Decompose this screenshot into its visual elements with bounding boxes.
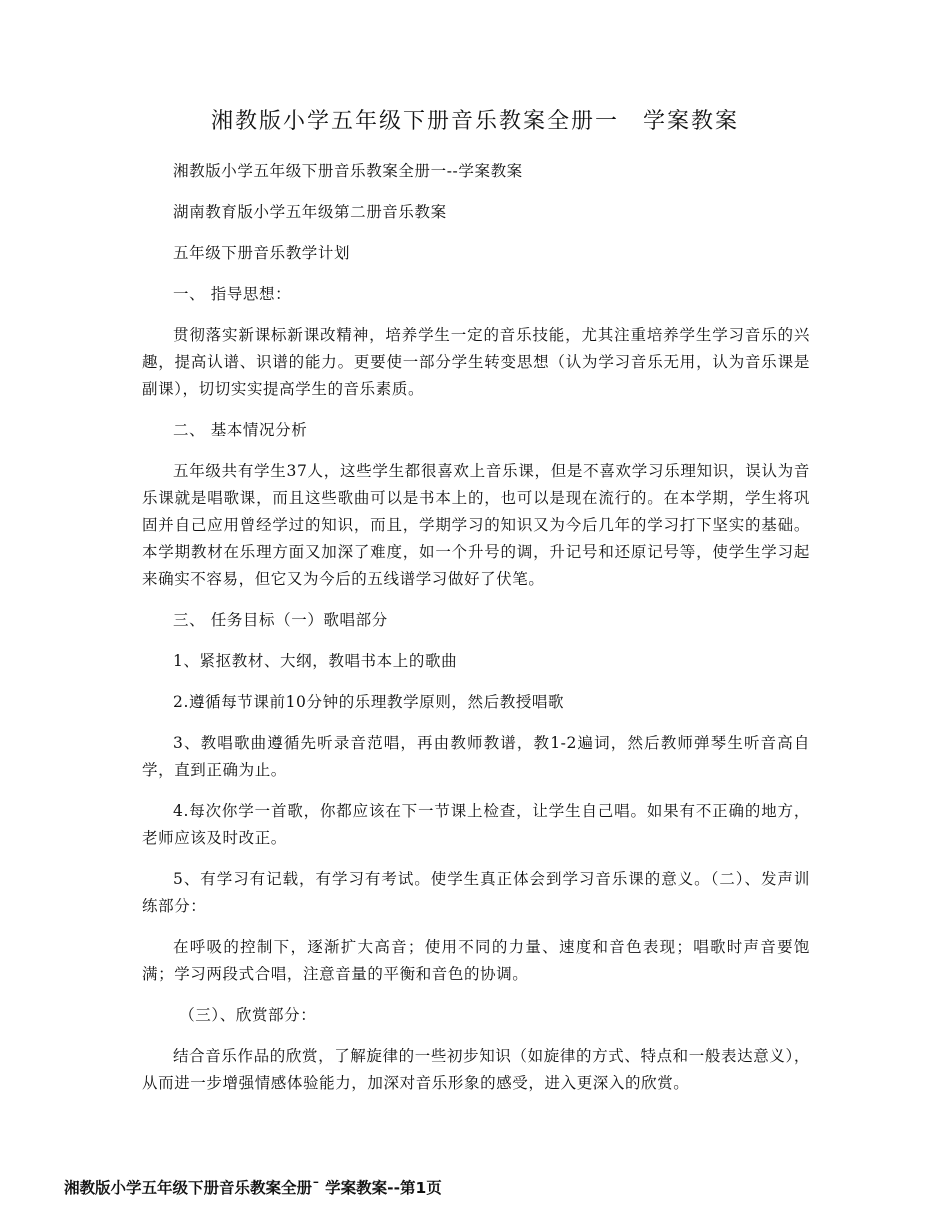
section-heading-guiding-thought: 一、 指导思想：	[173, 285, 292, 303]
goal-item-2: 2.遵循每节课前10分钟的乐理教学原则，然后教授唱歌	[173, 693, 565, 711]
paragraph-vocal-training: 在呼吸的控制下，逐渐扩大高音；使用不同的力量、速度和音色表现；唱歌时声音要饱满；学习两段式合唱，注意音量的平衡和音色的协调。	[142, 938, 810, 983]
page-footer: 湘教版小学五年级下册音乐教案全册¯ 学案教案--第1页	[64, 1179, 442, 1197]
paragraph-appreciation: 结合音乐作品的欣赏，了解旋律的一些初步知识（如旋律的方式、特点和一般表达意义），从而进一步增强情感体验能力，加深对音乐形象的感受，进入更深入的欣赏。	[142, 1047, 810, 1092]
paragraph-situation-analysis: 五年级共有学生37人，这些学生都很喜欢上音乐课，但是不喜欢学习乐理知识，误认为音乐课就是唱歌课，而且这些歌曲可以是书本上的，也可以是现在流行的。在本学期，学生将巩固并自己应用曾经学过的知识，而且，学期学习的知识又为今后几年的学习打下坚实的基础。本学期教材在乐理方面又加深了难度，如一个升号的调，升记号和还原记号等，使学生学习起来确实不容易，但它又为今后的五线谱学习做好了伏笔。	[142, 462, 810, 588]
document-body	[142, 158, 810, 1111]
section-heading-situation-analysis: 二、 基本情况分析	[173, 421, 308, 439]
section-heading-task-goals: 三、 任务目标（一）歌唱部分	[173, 611, 388, 629]
document-title: 湘教版小学五年级下册音乐教案全册一 学案教案	[210, 109, 739, 134]
goal-item-5: 5、有学习有记载，有学习有考试。使学生真正体会到学习音乐课的意义。（二）、发声训练部分：	[142, 870, 810, 915]
subtitle-line: 湘教版小学五年级下册音乐教案全册一--学案教案	[173, 162, 523, 180]
goal-item-4: 4.每次你学一首歌，你都应该在下一节课上检查，让学生自己唱。如果有不正确的地方，老师应该及时改正。	[142, 802, 810, 847]
publisher-line: 湖南教育版小学五年级第二册音乐教案	[173, 203, 447, 221]
section-heading-appreciation: （三）、欣赏部分：	[179, 1006, 317, 1024]
goal-item-1: 1、紧抠教材、大纲，教唱书本上的歌曲	[173, 652, 458, 670]
goal-item-3: 3、教唱歌曲遵循先听录音范唱，再由教师教谱，教1-2遍词，然后教师弹琴生听音高自学，直到正确为止。	[142, 734, 810, 779]
paragraph-guiding-thought: 贯彻落实新课标新课改精神，培养学生一定的音乐技能，尤其注重培养学生学习音乐的兴趣，提高认谱、识谱的能力。更要使一部分学生转变思想（认为学习音乐无用，认为音乐课是副课），切切实实提高学生的音乐素质。	[142, 326, 810, 398]
plan-heading: 五年级下册音乐教学计划	[173, 244, 351, 262]
